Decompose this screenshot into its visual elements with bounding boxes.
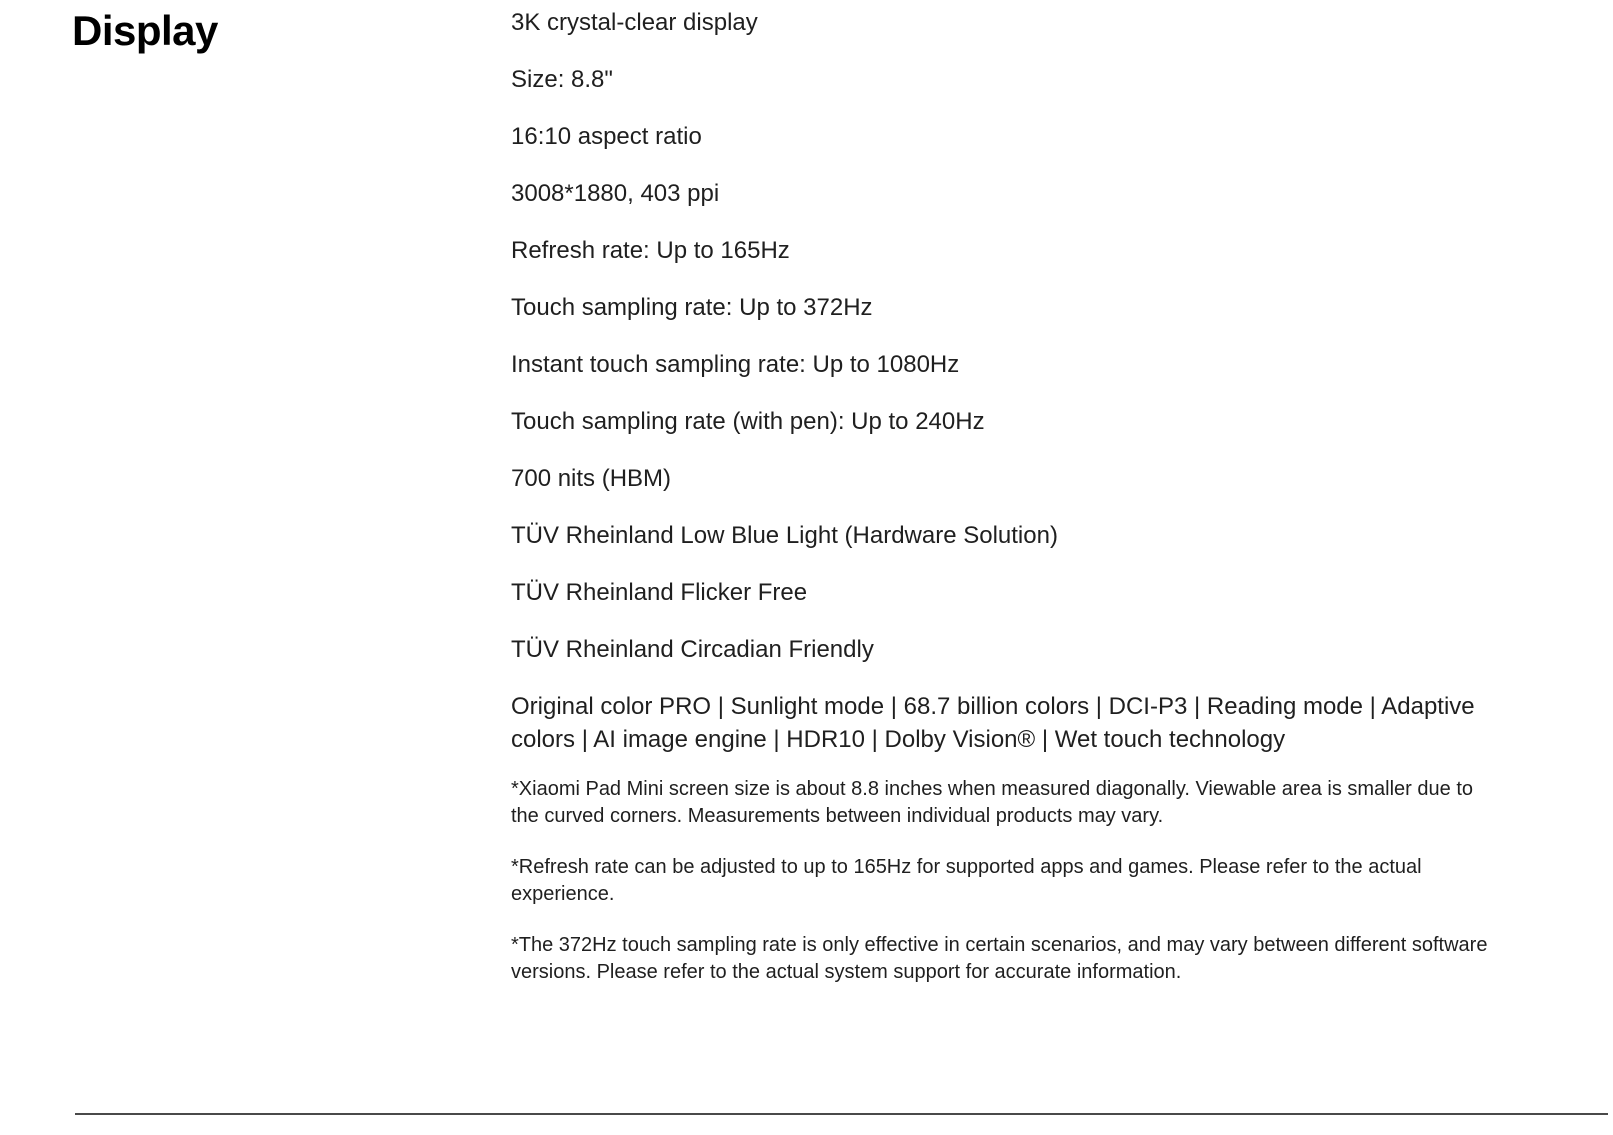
footnote-refresh-rate: *Refresh rate can be adjusted to up to 165Hz for supported apps and games. Please refer to the actual experience.	[511, 856, 1422, 905]
section-title: Display	[72, 7, 218, 54]
section-label-column	[72, 6, 511, 56]
spec-line-instant-touch-sampling: Instant touch sampling rate: Up to 1080Hz	[511, 351, 960, 378]
spec-line-touch-sampling: Touch sampling rate: Up to 372Hz	[511, 294, 873, 321]
footnote-touch-sampling: *The 372Hz touch sampling rate is only effective in certain scenarios, and may vary between different software versions. Please refer to the actual system support for accurate information.	[511, 934, 1488, 983]
spec-line-size: Size: 8.8"	[511, 66, 613, 93]
footnote-screen-size: *Xiaomi Pad Mini screen size is about 8.8 inches when measured diagonally. Viewable area is smaller due to the curved corners. Measurements between individual products may vary.	[511, 778, 1474, 827]
spec-line-pen-touch-sampling: Touch sampling rate (with pen): Up to 240Hz	[511, 408, 985, 435]
spec-line-refresh-rate: Refresh rate: Up to 165Hz	[511, 237, 790, 264]
spec-line-tuv-circadian: TÜV Rheinland Circadian Friendly	[511, 636, 874, 663]
spec-line-headline: 3K crystal-clear display	[511, 9, 758, 36]
spec-line-resolution: 3008*1880, 403 ppi	[511, 180, 720, 207]
section-divider	[75, 1113, 1608, 1115]
spec-line-aspect-ratio: 16:10 aspect ratio	[511, 123, 702, 150]
spec-line-brightness: 700 nits (HBM)	[511, 465, 672, 492]
spec-line-tuv-flicker-free: TÜV Rheinland Flicker Free	[511, 579, 808, 606]
section-content-column	[511, 6, 1493, 1010]
spec-line-color-features: Original color PRO | Sunlight mode | 68.7 billion colors | DCI-P3 | Reading mode | Adaptive colors | AI image engine | HDR10 | Dolby Vision® | Wet touch technology	[511, 693, 1475, 753]
spec-line-tuv-low-blue-light: TÜV Rheinland Low Blue Light (Hardware Solution)	[511, 522, 1058, 549]
